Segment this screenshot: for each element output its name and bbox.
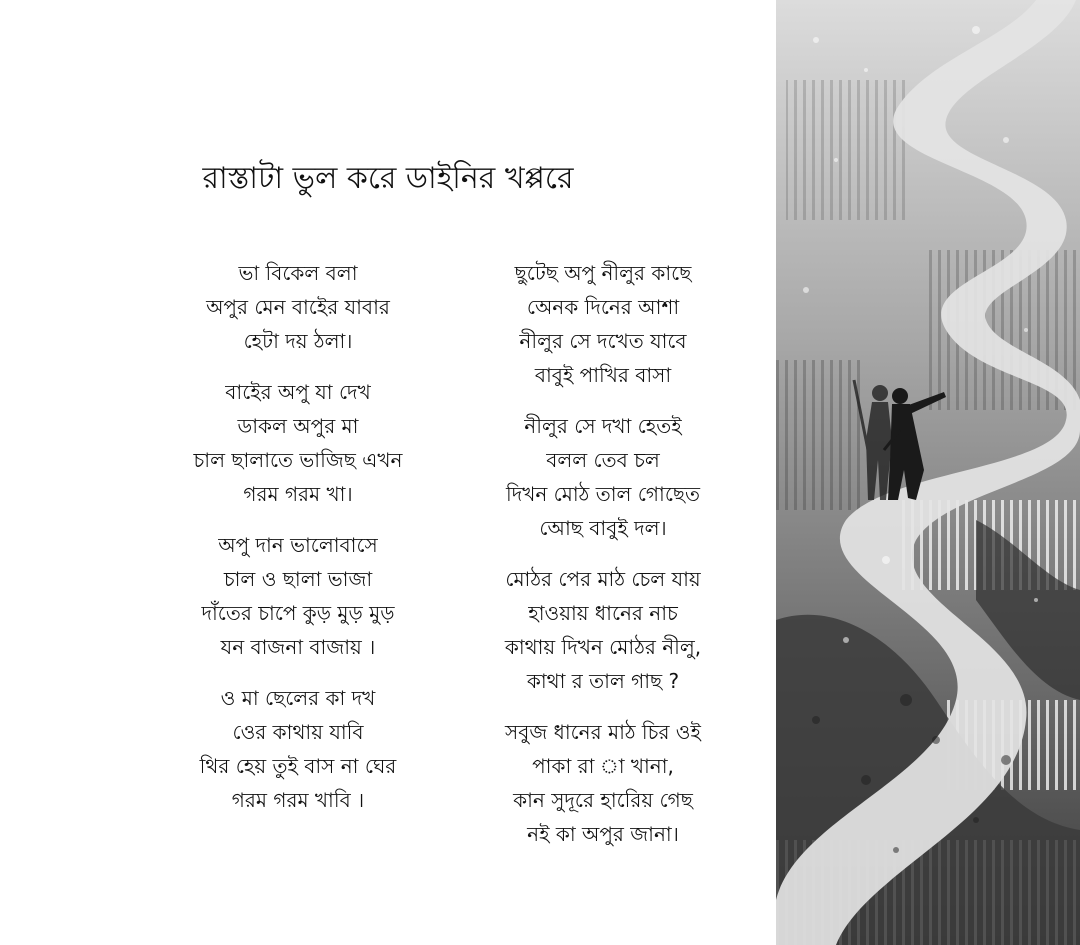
poem-line: গরম গরম খাবি ।	[231, 788, 365, 812]
poem-line: কান সুদূরে হারিেয় গেছ	[513, 788, 693, 812]
poem-line: ও মা ছেলের কা দখ	[220, 686, 376, 710]
stanza-right-1	[453, 256, 753, 392]
poem-line: ডাকল অপুর মা	[237, 414, 359, 438]
poem-line: ওের কাথায় যাবি	[232, 720, 364, 744]
poem-line: বাবুই পাখির বাসা	[534, 363, 672, 387]
poem-line: অেনক দিনের আশা	[526, 295, 680, 319]
poem-line: বলল তেব চল	[546, 448, 660, 472]
illustration-panel	[776, 0, 1080, 945]
poem-left-column	[148, 256, 448, 834]
stanza-left-3	[148, 528, 448, 664]
stanza-right-2	[453, 409, 753, 545]
poem-line: মােঠর পের মাঠ চেল যায়	[505, 567, 701, 591]
poem-line: চাল ছালাতে ভাজিছ এখন	[193, 448, 403, 472]
poem-line: যন বাজনা বাজায় ।	[220, 635, 376, 659]
poem-line: গরম গরম খা।	[243, 482, 353, 506]
poem-right-column	[453, 256, 753, 868]
poem-line: কাথায় দিখন মােঠর নীলু,	[504, 635, 702, 659]
poem-line: হেটা দয় ঠলা।	[243, 329, 353, 353]
poem-line: অপু দান ভালোবাসে	[218, 533, 378, 557]
poem-line: ভা বিকেল বলা	[238, 261, 358, 285]
illustration	[776, 0, 1080, 945]
poem-line: দিখন মােঠ তাল গােছেত	[506, 482, 700, 506]
poem-line: ছুটেছ অপু নীলুর কাছে	[514, 261, 692, 285]
stanza-left-1	[148, 256, 448, 358]
poem-line: নীলুর সে দখেত যাবে	[519, 329, 687, 353]
poem-line: থির হেয় তুই বাস না ঘের	[199, 754, 397, 778]
poem-line: বাইের অপু যা দেখ	[225, 380, 371, 404]
poem-line: আেছ বাবুই দল।	[539, 516, 667, 540]
stanza-left-2	[148, 375, 448, 511]
poem-line: চাল ও ছালা ভাজা	[223, 567, 373, 591]
poem-line: সবুজ ধানের মাঠ চির ওই	[505, 720, 701, 744]
poem-line: দাঁতের চাপে কুড় মুড় মুড়	[201, 601, 395, 625]
poem-line: নীলুর সে দখা হেতই	[524, 414, 682, 438]
stanza-left-4	[148, 681, 448, 817]
poem-line: অপুর মেন বাইের যাবার	[206, 295, 390, 319]
stanza-right-4	[453, 715, 753, 851]
poem-line: হাওয়ায় ধানের নাচ	[528, 601, 678, 625]
poem-title: রাস্তাটা ভুল করে ডাইনির খপ্পরে	[202, 161, 574, 196]
poem-line: কাথা র তাল গাছ ?	[526, 669, 680, 693]
stanza-right-3	[453, 562, 753, 698]
poem-line: পাকা রা া খানা,	[532, 754, 674, 778]
poem-line: নই কা অপুর জানা।	[527, 822, 679, 846]
